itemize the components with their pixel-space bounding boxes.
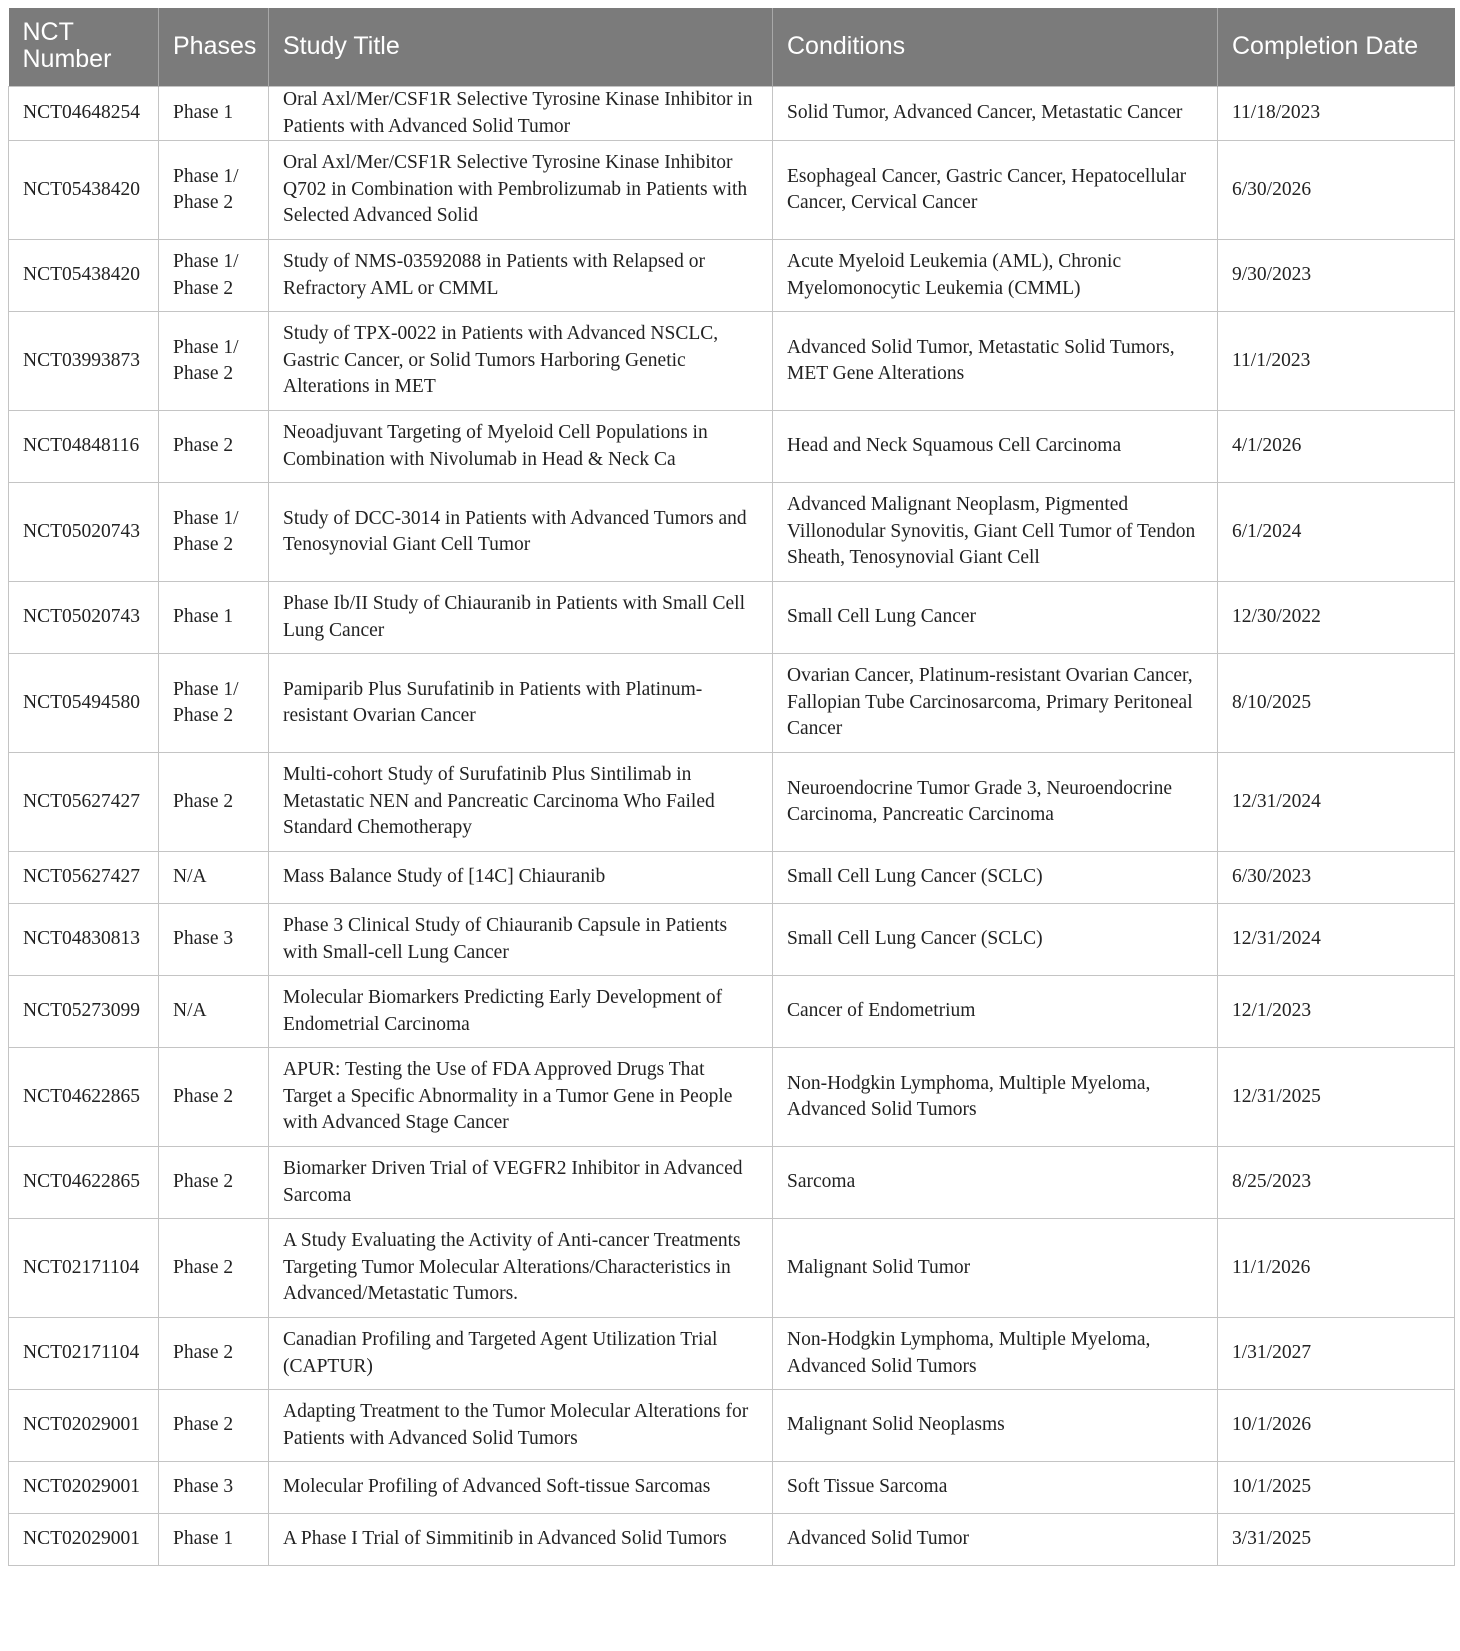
- cell-study-title: Study of DCC-3014 in Patients with Advanced Tumors and Tenosynovial Giant Cell Tumor: [269, 483, 773, 582]
- cell-study-title: Pamiparib Plus Surufatinib in Patients with Platinum-resistant Ovarian Cancer: [269, 654, 773, 753]
- cell-completion-date: 8/25/2023: [1218, 1147, 1455, 1219]
- cell-phase: Phase 1: [159, 1514, 269, 1566]
- table-row: [9, 87, 1455, 141]
- table-row: [9, 240, 1455, 312]
- cell-conditions: Sarcoma: [773, 1147, 1218, 1219]
- cell-study-title: A Phase I Trial of Simmitinib in Advanced Solid Tumors: [269, 1514, 773, 1566]
- table-row: [9, 852, 1455, 904]
- cell-nct-number: NCT02029001: [9, 1390, 159, 1462]
- cell-completion-date: 11/1/2023: [1218, 312, 1455, 411]
- cell-conditions: Solid Tumor, Advanced Cancer, Metastatic Cancer: [773, 87, 1218, 141]
- table-row: [9, 904, 1455, 976]
- cell-study-title: Canadian Profiling and Targeted Agent Utilization Trial (CAPTUR): [269, 1318, 773, 1390]
- cell-phase: N/A: [159, 976, 269, 1048]
- cell-nct-number: NCT04622865: [9, 1147, 159, 1219]
- cell-conditions: Soft Tissue Sarcoma: [773, 1462, 1218, 1514]
- cell-conditions: Advanced Solid Tumor, Metastatic Solid Tumors, MET Gene Alterations: [773, 312, 1218, 411]
- cell-nct-number: NCT02171104: [9, 1318, 159, 1390]
- cell-conditions: Small Cell Lung Cancer (SCLC): [773, 852, 1218, 904]
- cell-nct-number: NCT05020743: [9, 582, 159, 654]
- cell-completion-date: 12/30/2022: [1218, 582, 1455, 654]
- cell-nct-number: NCT05273099: [9, 976, 159, 1048]
- cell-conditions: Acute Myeloid Leukemia (AML), Chronic Myelomonocytic Leukemia (CMML): [773, 240, 1218, 312]
- cell-completion-date: 12/31/2025: [1218, 1048, 1455, 1147]
- table-row: [9, 1462, 1455, 1514]
- cell-conditions: Small Cell Lung Cancer: [773, 582, 1218, 654]
- cell-study-title: Neoadjuvant Targeting of Myeloid Cell Populations in Combination with Nivolumab in Head & Neck Ca: [269, 411, 773, 483]
- cell-phase: Phase 1/ Phase 2: [159, 654, 269, 753]
- cell-completion-date: 11/18/2023: [1218, 87, 1455, 141]
- cell-nct-number: NCT04622865: [9, 1048, 159, 1147]
- table-row: [9, 1147, 1455, 1219]
- cell-completion-date: 9/30/2023: [1218, 240, 1455, 312]
- cell-completion-date: 12/31/2024: [1218, 904, 1455, 976]
- cell-study-title: Oral Axl/Mer/CSF1R Selective Tyrosine Kinase Inhibitor Q702 in Combination with Pembrolizumab in Patients with Selected Advanced Solid: [269, 141, 773, 240]
- table-row: [9, 1219, 1455, 1318]
- cell-study-title: Oral Axl/Mer/CSF1R Selective Tyrosine Kinase Inhibitor in Patients with Advanced Solid Tumor: [269, 87, 773, 141]
- cell-completion-date: 8/10/2025: [1218, 654, 1455, 753]
- cell-nct-number: NCT04848116: [9, 411, 159, 483]
- cell-study-title: Phase Ib/II Study of Chiauranib in Patients with Small Cell Lung Cancer: [269, 582, 773, 654]
- table-row: [9, 141, 1455, 240]
- cell-phase: Phase 1/ Phase 2: [159, 240, 269, 312]
- cell-completion-date: 10/1/2026: [1218, 1390, 1455, 1462]
- cell-nct-number: NCT02029001: [9, 1462, 159, 1514]
- cell-nct-number: NCT05627427: [9, 753, 159, 852]
- header-phases: Phases: [159, 8, 269, 87]
- cell-phase: Phase 1/ Phase 2: [159, 141, 269, 240]
- cell-nct-number: NCT02029001: [9, 1514, 159, 1566]
- cell-study-title: Mass Balance Study of [14C] Chiauranib: [269, 852, 773, 904]
- table-row: [9, 753, 1455, 852]
- table-row: [9, 1318, 1455, 1390]
- cell-phase: Phase 2: [159, 1048, 269, 1147]
- header-completion-date: Completion Date: [1218, 8, 1455, 87]
- cell-conditions: Cancer of Endometrium: [773, 976, 1218, 1048]
- table-row: [9, 483, 1455, 582]
- cell-conditions: Non-Hodgkin Lymphoma, Multiple Myeloma, Advanced Solid Tumors: [773, 1318, 1218, 1390]
- cell-nct-number: NCT05627427: [9, 852, 159, 904]
- cell-phase: N/A: [159, 852, 269, 904]
- cell-completion-date: 6/30/2026: [1218, 141, 1455, 240]
- cell-study-title: A Study Evaluating the Activity of Anti-cancer Treatments Targeting Tumor Molecular Alterations/Characteristics in Advanced/Metastatic Tumors.: [269, 1219, 773, 1318]
- cell-phase: Phase 3: [159, 904, 269, 976]
- cell-completion-date: 12/1/2023: [1218, 976, 1455, 1048]
- cell-nct-number: NCT05494580: [9, 654, 159, 753]
- cell-phase: Phase 3: [159, 1462, 269, 1514]
- cell-nct-number: NCT03993873: [9, 312, 159, 411]
- cell-study-title: Molecular Biomarkers Predicting Early Development of Endometrial Carcinoma: [269, 976, 773, 1048]
- cell-phase: Phase 2: [159, 1318, 269, 1390]
- table-row: [9, 411, 1455, 483]
- cell-phase: Phase 1: [159, 87, 269, 141]
- cell-conditions: Advanced Solid Tumor: [773, 1514, 1218, 1566]
- cell-conditions: Malignant Solid Tumor: [773, 1219, 1218, 1318]
- cell-conditions: Small Cell Lung Cancer (SCLC): [773, 904, 1218, 976]
- table-row: [9, 1390, 1455, 1462]
- table-row: [9, 582, 1455, 654]
- cell-phase: Phase 1: [159, 582, 269, 654]
- cell-conditions: Malignant Solid Neoplasms: [773, 1390, 1218, 1462]
- cell-phase: Phase 2: [159, 1219, 269, 1318]
- cell-nct-number: NCT05438420: [9, 240, 159, 312]
- table-row: [9, 654, 1455, 753]
- table-header: [9, 8, 1455, 87]
- cell-study-title: Molecular Profiling of Advanced Soft-tissue Sarcomas: [269, 1462, 773, 1514]
- table-row: [9, 1048, 1455, 1147]
- cell-completion-date: 6/1/2024: [1218, 483, 1455, 582]
- cell-study-title: Phase 3 Clinical Study of Chiauranib Capsule in Patients with Small-cell Lung Cancer: [269, 904, 773, 976]
- cell-phase: Phase 2: [159, 411, 269, 483]
- cell-study-title: Study of TPX-0022 in Patients with Advanced NSCLC, Gastric Cancer, or Solid Tumors Harboring Genetic Alterations in MET: [269, 312, 773, 411]
- cell-conditions: Non-Hodgkin Lymphoma, Multiple Myeloma, Advanced Solid Tumors: [773, 1048, 1218, 1147]
- cell-completion-date: 10/1/2025: [1218, 1462, 1455, 1514]
- table-body: [9, 87, 1455, 1566]
- cell-completion-date: 1/31/2027: [1218, 1318, 1455, 1390]
- cell-phase: Phase 2: [159, 1147, 269, 1219]
- cell-study-title: Multi-cohort Study of Surufatinib Plus Sintilimab in Metastatic NEN and Pancreatic Carcinoma Who Failed Standard Chemotherapy: [269, 753, 773, 852]
- cell-completion-date: 6/30/2023: [1218, 852, 1455, 904]
- cell-completion-date: 12/31/2024: [1218, 753, 1455, 852]
- cell-conditions: Advanced Malignant Neoplasm, Pigmented Villonodular Synovitis, Giant Cell Tumor of Tendon Sheath, Tenosynovial Giant Cell: [773, 483, 1218, 582]
- cell-phase: Phase 2: [159, 753, 269, 852]
- cell-study-title: Adapting Treatment to the Tumor Molecular Alterations for Patients with Advanced Solid Tumors: [269, 1390, 773, 1462]
- cell-completion-date: 4/1/2026: [1218, 411, 1455, 483]
- header-study-title: Study Title: [269, 8, 773, 87]
- header-conditions: Conditions: [773, 8, 1218, 87]
- cell-study-title: APUR: Testing the Use of FDA Approved Drugs That Target a Specific Abnormality in a Tumor Gene in People with Advanced Stage Cancer: [269, 1048, 773, 1147]
- table-row: [9, 976, 1455, 1048]
- cell-nct-number: NCT02171104: [9, 1219, 159, 1318]
- cell-study-title: Biomarker Driven Trial of VEGFR2 Inhibitor in Advanced Sarcoma: [269, 1147, 773, 1219]
- cell-phase: Phase 1/ Phase 2: [159, 312, 269, 411]
- cell-nct-number: NCT04830813: [9, 904, 159, 976]
- cell-conditions: Neuroendocrine Tumor Grade 3, Neuroendocrine Carcinoma, Pancreatic Carcinoma: [773, 753, 1218, 852]
- cell-nct-number: NCT04648254: [9, 87, 159, 141]
- cell-completion-date: 11/1/2026: [1218, 1219, 1455, 1318]
- cell-phase: Phase 2: [159, 1390, 269, 1462]
- cell-phase: Phase 1/ Phase 2: [159, 483, 269, 582]
- cell-nct-number: NCT05438420: [9, 141, 159, 240]
- table-row: [9, 1514, 1455, 1566]
- cell-conditions: Head and Neck Squamous Cell Carcinoma: [773, 411, 1218, 483]
- cell-completion-date: 3/31/2025: [1218, 1514, 1455, 1566]
- cell-conditions: Ovarian Cancer, Platinum-resistant Ovarian Cancer, Fallopian Tube Carcinosarcoma, Primary Peritoneal Cancer: [773, 654, 1218, 753]
- table-row: [9, 312, 1455, 411]
- cell-nct-number: NCT05020743: [9, 483, 159, 582]
- trials-table-container: [8, 8, 1454, 1566]
- clinical-trials-table: [8, 8, 1455, 1566]
- cell-study-title: Study of NMS-03592088 in Patients with Relapsed or Refractory AML or CMML: [269, 240, 773, 312]
- cell-conditions: Esophageal Cancer, Gastric Cancer, Hepatocellular Cancer, Cervical Cancer: [773, 141, 1218, 240]
- header-row: [9, 8, 1455, 87]
- header-nct-number: NCT Number: [9, 8, 159, 87]
